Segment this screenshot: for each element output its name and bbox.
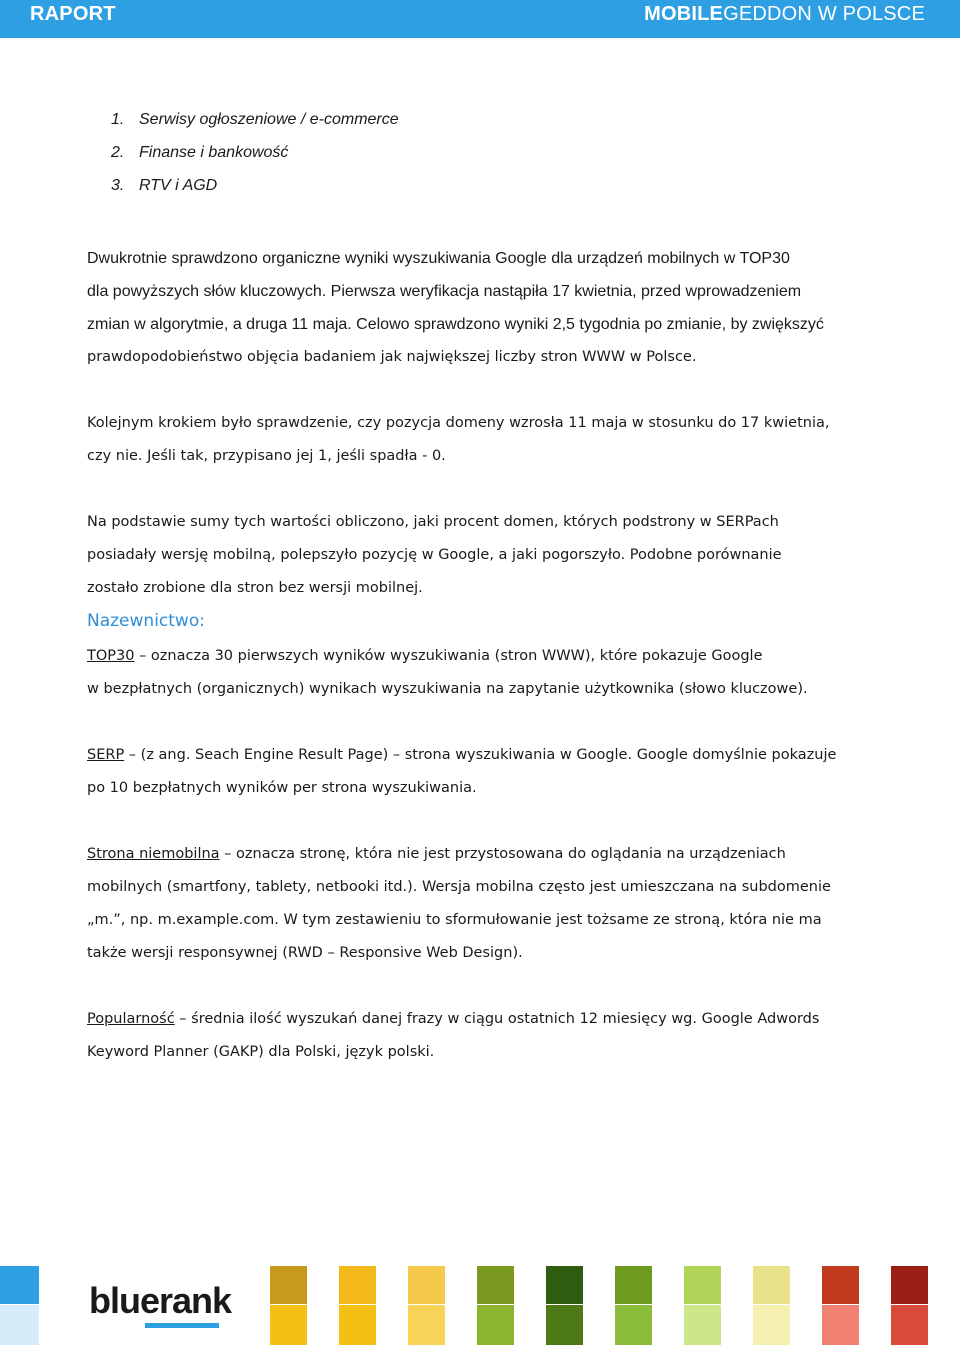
paragraph-line: prawdopodobieństwo objęcia badaniem jak największej liczby stron WWW w Polsce. [87,349,697,365]
brand-tile-top [0,1266,39,1304]
section-title: Nazewnictwo: [87,611,205,631]
list-item [87,136,887,169]
paragraph-line: posiadały wersję mobilną, polepszyło pozycję w Google, a jaki pogorszyło. Podobne porównanie [87,547,782,563]
definition-nonmobile [87,838,887,970]
color-tile [891,1305,928,1345]
list-item-text: RTV i AGD [139,177,218,194]
method-paragraph [87,242,887,374]
color-tile [822,1266,859,1304]
definition-serp [87,739,887,805]
color-tiles [270,1266,960,1345]
report-header [0,0,960,38]
color-tile [408,1305,445,1345]
color-tile [270,1305,307,1345]
definition-text: – oznacza stronę, która nie jest przystosowana do oglądania na urządzeniach [219,846,786,862]
definition-text: – średnia ilość wyszukań danej frazy w ciągu ostatnich 12 miesięcy wg. Google Adwords [174,1011,820,1027]
color-tile [339,1266,376,1304]
color-tile [477,1266,514,1304]
paragraph-line: czy nie. Jeśli tak, przypisano jej 1, jeśli spadła - 0. [87,448,446,464]
color-tile [822,1305,859,1345]
color-tile [753,1266,790,1304]
definition-line [87,640,887,673]
step-paragraph [87,407,887,473]
definition-line: także wersji responsywnej (RWD – Responsive Web Design). [87,945,523,961]
paragraph-line: zmian w algorytmie, a druga 11 maja. Celowo sprawdzono wyniki 2,5 tygodnia po zmianie, by zwiększyć [87,316,824,333]
color-tile [615,1305,652,1345]
footer [0,1266,960,1345]
header-title-rest: GEDDON W POLSCE [723,3,925,25]
header-title [644,3,925,26]
bluerank-logo: bluerank [89,1280,232,1321]
logo-accent-bar [145,1323,219,1328]
definition-top30 [87,640,887,706]
list-item-number: 2. [111,144,125,161]
definition-line [87,1003,887,1036]
color-tile [546,1266,583,1304]
paragraph-line: zostało zrobione dla stron bez wersji mobilnej. [87,580,423,596]
color-tile [408,1266,445,1304]
summary-paragraph [87,506,887,605]
definition-text: – oznacza 30 pierwszych wyników wyszukiwania (stron WWW), które pokazuje Google [134,648,763,664]
definition-line [87,838,887,871]
definition-line [87,739,887,772]
paragraph-line: Dwukrotnie sprawdzono organiczne wyniki wyszukiwania Google dla urządzeń mobilnych w TOP30 [87,250,790,267]
definition-line: mobilnych (smartfony, tablety, netbooki itd.). Wersja mobilna często jest umieszczana na subdomenie [87,879,831,895]
category-list [87,103,887,202]
color-tile [339,1305,376,1345]
paragraph-line: Kolejnym krokiem było sprawdzenie, czy pozycja domeny wzrosła 11 maja w stosunku do 17 kwietnia, [87,415,830,431]
color-tile [270,1266,307,1304]
definition-line: w bezpłatnych (organicznych) wynikach wyszukiwania na zapytanie użytkownika (słowo kluczowe). [87,681,808,697]
color-tile [684,1266,721,1304]
list-item-number: 3. [111,177,125,194]
color-tile [684,1305,721,1345]
definition-line: po 10 bezpłatnych wyników per strona wyszukiwania. [87,780,477,796]
brand-tile-bottom [0,1305,39,1345]
color-tile [615,1266,652,1304]
list-item-text: Finanse i bankowość [139,144,289,161]
color-tile [753,1305,790,1345]
definition-term: Strona niemobilna [87,846,220,862]
list-item [87,169,887,202]
definition-term: TOP30 [87,648,135,664]
definition-term: Popularność [87,1011,175,1027]
list-item [87,103,887,136]
brand-tile [0,1266,39,1345]
color-tile [546,1305,583,1345]
definition-line: Keyword Planner (GAKP) dla Polski, język polski. [87,1044,435,1060]
document-body [87,103,887,1069]
list-item-number: 1. [111,111,125,128]
paragraph-line: Na podstawie sumy tych wartości obliczono, jaki procent domen, których podstrony w SERPach [87,514,779,530]
definition-term: SERP [87,747,125,763]
color-tile [477,1305,514,1345]
definition-popularity [87,1003,887,1069]
color-tile [891,1266,928,1304]
paragraph-line: dla powyższych słów kluczowych. Pierwsza weryfikacja nastąpiła 17 kwietnia, przed wprowadzeniem [87,283,802,300]
definition-text: – (z ang. Seach Engine Result Page) – strona wyszukiwania w Google. Google domyślnie pokazuje [124,747,837,763]
definition-line: „m.”, np. m.example.com. W tym zestawieniu to sformułowanie jest tożsame ze stroną, która nie ma [87,912,822,928]
header-title-bold: MOBILE [644,3,724,25]
header-report-label: RAPORT [30,3,116,25]
list-item-text: Serwisy ogłoszeniowe / e-commerce [139,111,399,128]
